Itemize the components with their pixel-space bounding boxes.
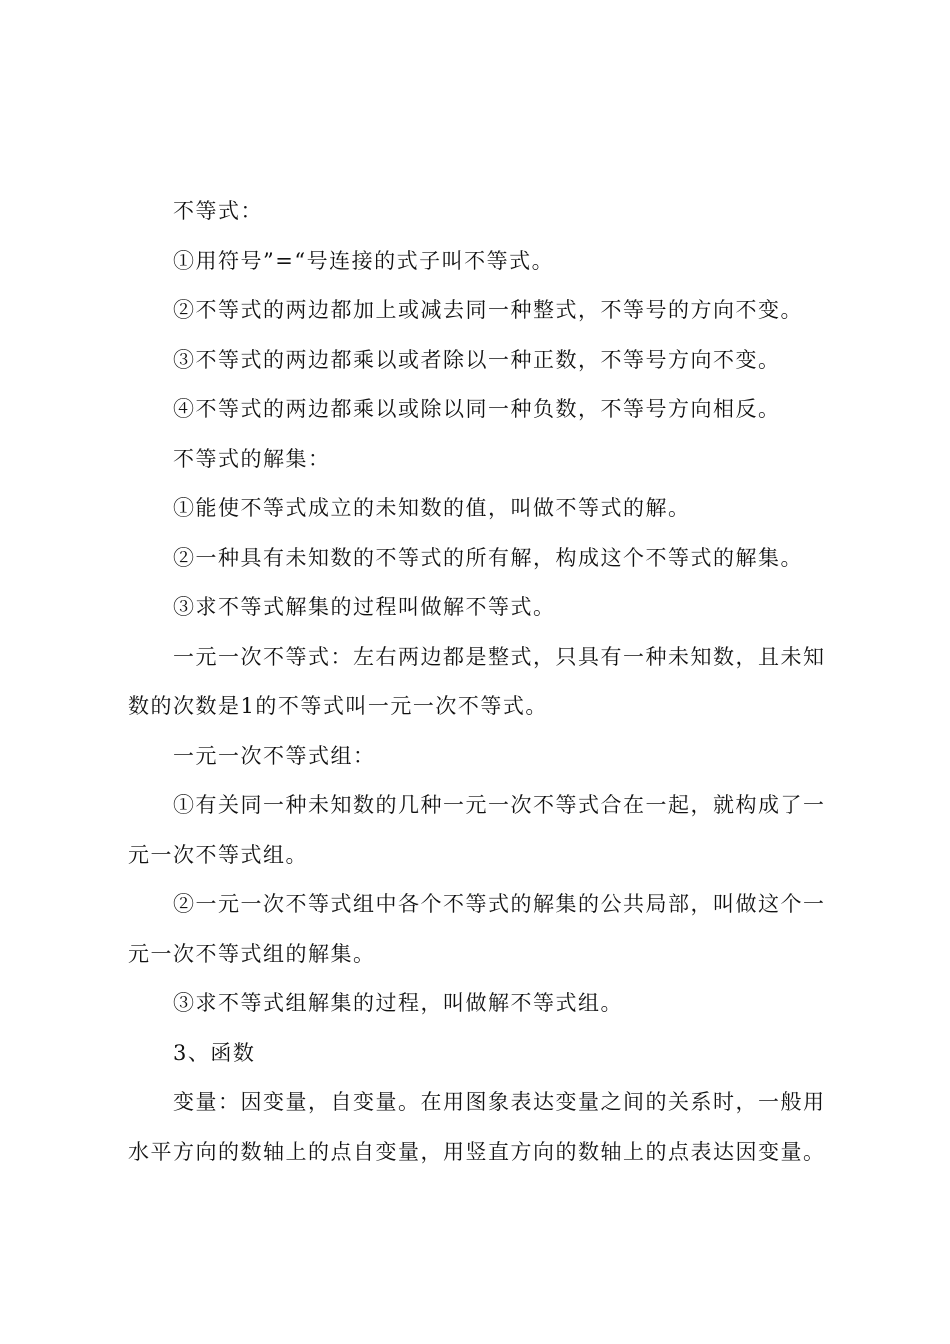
solution-set-item-1: ①能使不等式成立的未知数的值，叫做不等式的解。 — [173, 496, 691, 520]
variable-paragraph-line-1: 变量：因变量，自变量。在用图象表达变量之间的关系时，一般用 — [173, 1090, 826, 1114]
inequality-system-item-2-line-1: ②一元一次不等式组中各个不等式的解集的公共局部，叫做这个一 — [173, 892, 826, 916]
heading-inequality: 不等式： — [173, 199, 263, 223]
linear-inequality-paragraph-line-2: 数的次数是1的不等式叫一元一次不等式。 — [128, 694, 548, 718]
inequality-system-item-1-line-2: 元一次不等式组。 — [128, 842, 308, 867]
variable-paragraph-line-2: 水平方向的数轴上的点自变量，用竖直方向的数轴上的点表达因变量。 — [128, 1139, 826, 1164]
heading-inequality-system: 一元一次不等式组： — [173, 743, 376, 768]
heading-solution-set: 不等式的解集： — [173, 446, 331, 471]
inequality-system-item-1-line-1: ①有关同一种未知数的几种一元一次不等式合在一起，就构成了一 — [173, 793, 826, 817]
solution-set-item-2: ②一种具有未知数的不等式的所有解，构成这个不等式的解集。 — [173, 545, 803, 570]
linear-inequality-paragraph-line-1: 一元一次不等式：左右两边都是整式，只具有一种未知数，且未知 — [173, 644, 826, 669]
section-heading-function: 3、函数 — [173, 1040, 256, 1065]
solution-set-item-3: ③求不等式解集的过程叫做解不等式。 — [173, 595, 556, 619]
inequality-system-item-2-line-2: 元一次不等式组的解集。 — [128, 941, 376, 966]
inequality-item-3: ③不等式的两边都乘以或者除以一种正数，不等号方向不变。 — [173, 347, 781, 372]
inequality-item-4: ④不等式的两边都乘以或除以同一种负数，不等号方向相反。 — [173, 397, 781, 421]
inequality-item-2: ②不等式的两边都加上或减去同一种整式，不等号的方向不变。 — [173, 298, 803, 322]
document-body — [128, 187, 833, 1177]
inequality-item-1: ①用符号”=“号连接的式子叫不等式。 — [173, 248, 555, 273]
inequality-system-item-3: ③求不等式组解集的过程，叫做解不等式组。 — [173, 991, 623, 1015]
